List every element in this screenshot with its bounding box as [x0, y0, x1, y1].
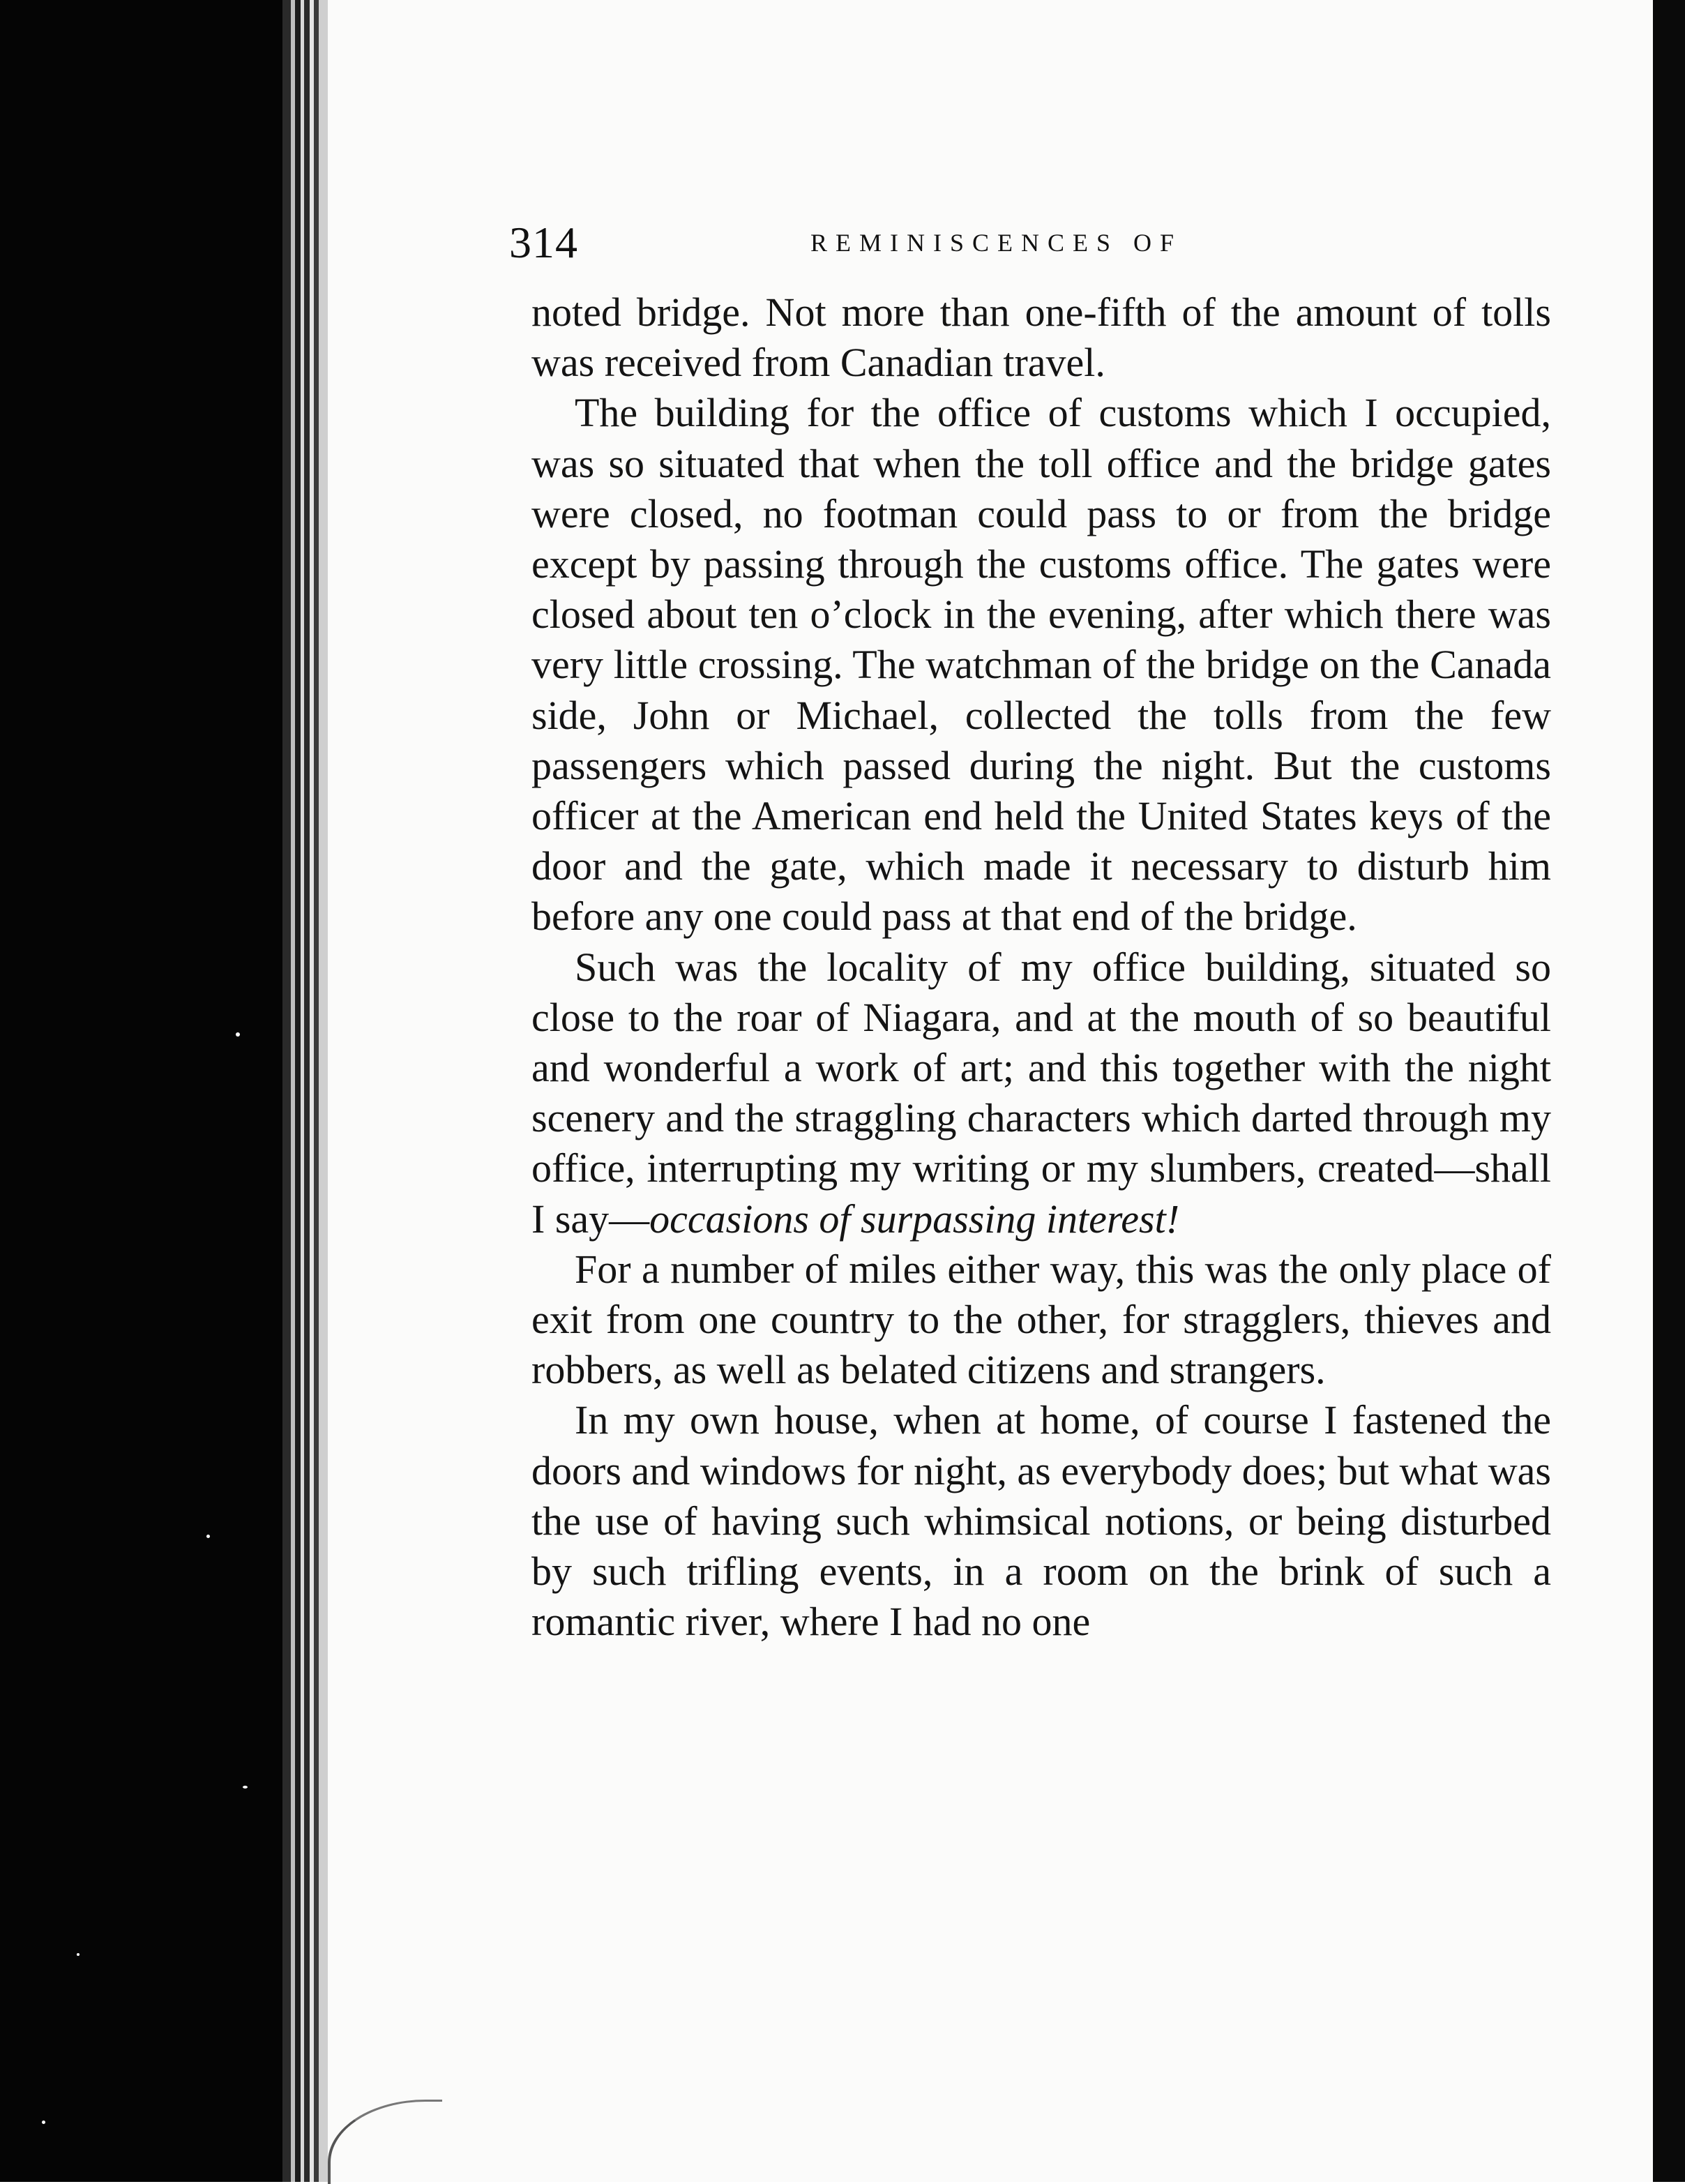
paragraph: [531, 1244, 1551, 1396]
dust-speck: [236, 1032, 240, 1037]
paragraph-text: In my own house, when at home, of course I fastened the doors and windows for night, as everybody does; but what was the use of having such whimsical notions, or being disturbed by such trifling events, in a room on the brink of such a romantic river, where I had no one: [531, 1397, 1551, 1645]
page-edge: [314, 0, 319, 2182]
paragraph-text: For a number of miles either way, this was the only place of exit from one country to the other, for stragglers, thieves and robbers, as well as belated citizens and strangers.: [531, 1246, 1551, 1393]
running-head: REMINISCENCES OF: [810, 229, 1183, 257]
page-edge: [282, 0, 291, 2182]
scanner-background-left: [0, 0, 282, 2182]
paragraph: [531, 388, 1551, 942]
body-text: [531, 287, 1551, 1647]
paragraph-text: The building for the office of customs which I occupied, was so situated that when the toll office and the bridge gates were closed, no footman could pass to or from the bridge except by passing through the customs office. The gates were closed about ten o’clock in the evening, after which there was very little crossing. The watchman of the bridge on the Canada side, John or Michael, collected the tolls from the few passengers which passed during the night. But the customs officer at the American end held the United States keys of the door and the gate, which made it necessary to disturb him before any one could pass at that end of the bridge.: [531, 390, 1551, 940]
dust-speck: [206, 1535, 210, 1538]
scanner-background-right: [1653, 0, 1685, 2182]
page-edge: [295, 0, 301, 2182]
paragraph-text: noted bridge. Not more than one-fifth of the amount of tolls was received from Canadian travel.: [531, 289, 1551, 386]
dust-speck: [42, 2121, 45, 2124]
dust-speck: [243, 1786, 248, 1788]
page-edge: [304, 0, 310, 2182]
paragraph-text: Such was the locality of my office building, situated so close to the roar of Niagara, and at the mouth of so beautiful and wonderful a work of art; and this together with the night scenery and the straggling characters which darted through my office, interrupting my writing or my slumbers, created—shall I say—: [531, 944, 1551, 1242]
paragraph: [531, 287, 1551, 388]
page-number: 314: [509, 218, 578, 267]
italic-phrase: occasions of surpassing interest!: [649, 1196, 1180, 1242]
dust-speck: [77, 1953, 80, 1956]
paragraph: [531, 942, 1551, 1244]
page-edge: [319, 0, 328, 2182]
paragraph: [531, 1395, 1551, 1647]
page-header: [509, 215, 1555, 271]
